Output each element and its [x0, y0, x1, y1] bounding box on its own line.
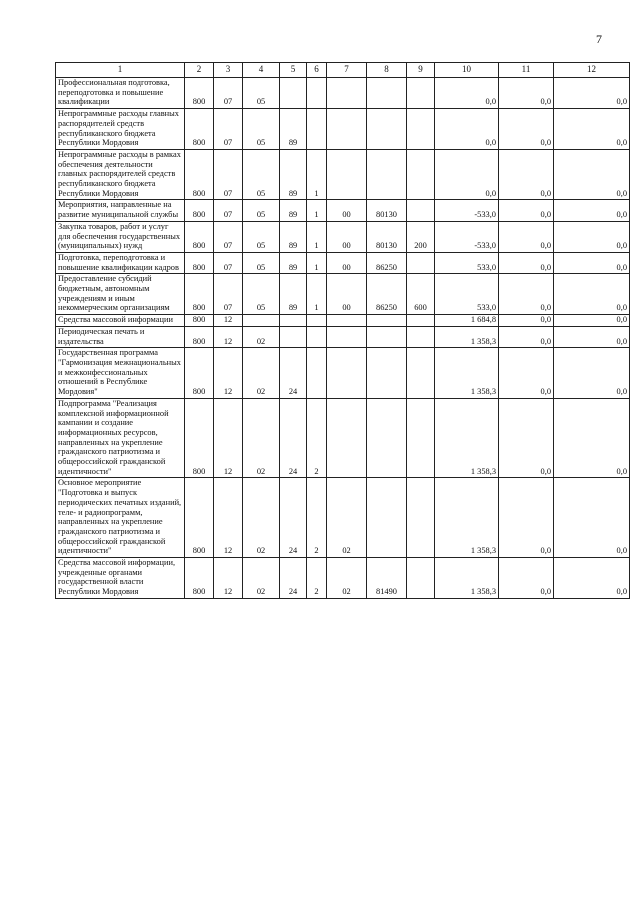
- table-row: [56, 221, 630, 252]
- cell-amount: 1 684,8: [435, 315, 499, 327]
- cell-program: [280, 78, 307, 109]
- cell-amount-federal: 0,0: [499, 478, 554, 558]
- cell-main-event: [327, 109, 367, 150]
- cell-amount: 1 358,3: [435, 326, 499, 347]
- row-name: Закупка товаров, работ и услуг для обеспечения государственных (муниципальных) нужд: [56, 221, 185, 252]
- column-header: 7: [327, 63, 367, 78]
- cell-program: 24: [280, 398, 307, 478]
- row-name: Мероприятия, направленные на развитие муниципальной службы: [56, 200, 185, 221]
- cell-program: 24: [280, 558, 307, 599]
- cell-amount-federal: 0,0: [499, 221, 554, 252]
- cell-subprogram: 1: [307, 200, 327, 221]
- cell-expense-type: 200: [407, 221, 435, 252]
- cell-subprogram: [307, 78, 327, 109]
- cell-program: 24: [280, 348, 307, 399]
- cell-subsection: 05: [243, 78, 280, 109]
- cell-ministry: 800: [185, 252, 214, 273]
- row-name: Непрограммные расходы главных распорядителей средств республиканского бюджета Республики Мордовия: [56, 109, 185, 150]
- cell-subsection: 02: [243, 326, 280, 347]
- cell-subsection: 05: [243, 200, 280, 221]
- cell-amount-federal: 0,0: [499, 315, 554, 327]
- table-row: [56, 348, 630, 399]
- cell-amount-federal: 0,0: [499, 398, 554, 478]
- cell-amount: 533,0: [435, 252, 499, 273]
- cell-ministry: 800: [185, 348, 214, 399]
- cell-subprogram: 2: [307, 398, 327, 478]
- cell-expense-type: [407, 326, 435, 347]
- row-name: Средства массовой информации: [56, 315, 185, 327]
- cell-subprogram: 1: [307, 252, 327, 273]
- row-name: Непрограммные расходы в рамках обеспечения деятельности главных распорядителей средств республиканского бюджета Республики Мордовия: [56, 149, 185, 200]
- cell-amount-other: 0,0: [554, 398, 630, 478]
- cell-amount: -533,0: [435, 200, 499, 221]
- row-name: Подпрограмма "Реализация комплексной информационной кампании и создание информационных ресурсов, направленных на укрепление гражданского патриотизма и общероссийской гражданской идентичности": [56, 398, 185, 478]
- cell-expense-direction: [367, 149, 407, 200]
- table-row: [56, 274, 630, 315]
- cell-program: 89: [280, 252, 307, 273]
- cell-expense-direction: [367, 326, 407, 347]
- cell-section: 12: [214, 326, 243, 347]
- cell-expense-direction: [367, 78, 407, 109]
- cell-expense-type: [407, 478, 435, 558]
- table-row: [56, 252, 630, 273]
- cell-subprogram: 1: [307, 221, 327, 252]
- cell-expense-direction: 80130: [367, 221, 407, 252]
- cell-main-event: 00: [327, 252, 367, 273]
- cell-ministry: 800: [185, 109, 214, 150]
- cell-amount: 533,0: [435, 274, 499, 315]
- cell-subprogram: 2: [307, 558, 327, 599]
- cell-amount-other: 0,0: [554, 315, 630, 327]
- cell-section: 07: [214, 149, 243, 200]
- table-row: [56, 78, 630, 109]
- budget-table: [55, 62, 630, 599]
- cell-section: 12: [214, 398, 243, 478]
- cell-main-event: 00: [327, 274, 367, 315]
- column-header: 12: [554, 63, 630, 78]
- column-header: 4: [243, 63, 280, 78]
- cell-subsection: 02: [243, 558, 280, 599]
- cell-subsection: 05: [243, 109, 280, 150]
- cell-expense-type: [407, 149, 435, 200]
- cell-main-event: [327, 348, 367, 399]
- cell-expense-direction: [367, 109, 407, 150]
- cell-amount: 1 358,3: [435, 558, 499, 599]
- table-row: [56, 478, 630, 558]
- cell-expense-direction: 86250: [367, 252, 407, 273]
- cell-expense-direction: [367, 348, 407, 399]
- cell-ministry: 800: [185, 274, 214, 315]
- cell-section: 12: [214, 315, 243, 327]
- cell-amount: 1 358,3: [435, 398, 499, 478]
- cell-amount-other: 0,0: [554, 109, 630, 150]
- cell-subsection: 02: [243, 398, 280, 478]
- column-header: 10: [435, 63, 499, 78]
- cell-ministry: 800: [185, 315, 214, 327]
- cell-section: 12: [214, 558, 243, 599]
- cell-amount: 0,0: [435, 149, 499, 200]
- cell-section: 12: [214, 348, 243, 399]
- cell-subprogram: 1: [307, 274, 327, 315]
- row-name: Периодическая печать и издательства: [56, 326, 185, 347]
- cell-expense-direction: 80130: [367, 200, 407, 221]
- cell-amount-federal: 0,0: [499, 558, 554, 599]
- cell-program: 24: [280, 478, 307, 558]
- cell-subprogram: [307, 315, 327, 327]
- cell-program: [280, 315, 307, 327]
- row-name: Подготовка, переподготовка и повышение квалификации кадров: [56, 252, 185, 273]
- row-name: Государственная программа "Гармонизация межнациональных и межконфессиональных отношений в Республике Мордовия": [56, 348, 185, 399]
- cell-amount-federal: 0,0: [499, 252, 554, 273]
- cell-main-event: 02: [327, 478, 367, 558]
- cell-ministry: 800: [185, 398, 214, 478]
- table-row: [56, 398, 630, 478]
- column-header: 11: [499, 63, 554, 78]
- cell-amount-other: 0,0: [554, 149, 630, 200]
- cell-subsection: [243, 315, 280, 327]
- cell-expense-type: [407, 200, 435, 221]
- cell-expense-type: [407, 109, 435, 150]
- row-name: Основное мероприятие "Подготовка и выпуск периодических печатных изданий, теле- и радиопрограмм, направленных на укрепление гражданского патриотизма и общероссийской гражданской идентичности": [56, 478, 185, 558]
- cell-amount-other: 0,0: [554, 326, 630, 347]
- cell-amount-other: 0,0: [554, 221, 630, 252]
- cell-expense-type: [407, 315, 435, 327]
- cell-expense-direction: [367, 398, 407, 478]
- table-row: [56, 326, 630, 347]
- cell-expense-direction: 86250: [367, 274, 407, 315]
- cell-amount-federal: 0,0: [499, 109, 554, 150]
- cell-ministry: 800: [185, 149, 214, 200]
- cell-ministry: 800: [185, 558, 214, 599]
- cell-main-event: 00: [327, 200, 367, 221]
- cell-subprogram: 2: [307, 478, 327, 558]
- cell-program: [280, 326, 307, 347]
- cell-ministry: 800: [185, 326, 214, 347]
- cell-ministry: 800: [185, 221, 214, 252]
- cell-section: 07: [214, 200, 243, 221]
- cell-expense-type: [407, 398, 435, 478]
- cell-program: 89: [280, 221, 307, 252]
- cell-expense-type: [407, 78, 435, 109]
- cell-amount-other: 0,0: [554, 252, 630, 273]
- cell-amount-other: 0,0: [554, 348, 630, 399]
- cell-main-event: [327, 315, 367, 327]
- cell-subprogram: [307, 326, 327, 347]
- cell-program: 89: [280, 200, 307, 221]
- cell-subprogram: [307, 109, 327, 150]
- cell-program: 89: [280, 109, 307, 150]
- cell-expense-type: [407, 558, 435, 599]
- table-row: [56, 149, 630, 200]
- cell-main-event: 02: [327, 558, 367, 599]
- cell-amount-other: 0,0: [554, 78, 630, 109]
- cell-amount-other: 0,0: [554, 274, 630, 315]
- cell-amount-other: 0,0: [554, 200, 630, 221]
- cell-section: 07: [214, 221, 243, 252]
- cell-subsection: 05: [243, 252, 280, 273]
- cell-amount: 0,0: [435, 78, 499, 109]
- cell-expense-type: [407, 348, 435, 399]
- column-header: 2: [185, 63, 214, 78]
- cell-section: 12: [214, 478, 243, 558]
- cell-main-event: [327, 149, 367, 200]
- cell-section: 07: [214, 274, 243, 315]
- table-row: [56, 109, 630, 150]
- cell-program: 89: [280, 149, 307, 200]
- cell-amount-federal: 0,0: [499, 274, 554, 315]
- cell-subsection: 05: [243, 149, 280, 200]
- cell-ministry: 800: [185, 200, 214, 221]
- cell-subprogram: [307, 348, 327, 399]
- cell-amount: 1 358,3: [435, 348, 499, 399]
- cell-subsection: 02: [243, 478, 280, 558]
- table-row: [56, 200, 630, 221]
- cell-main-event: [327, 326, 367, 347]
- cell-amount-other: 0,0: [554, 478, 630, 558]
- cell-amount-federal: 0,0: [499, 78, 554, 109]
- cell-subsection: 05: [243, 274, 280, 315]
- page-number: 7: [596, 32, 602, 46]
- table-body: [56, 78, 630, 599]
- cell-main-event: 00: [327, 221, 367, 252]
- row-name: Предоставление субсидий бюджетным, автономным учреждениям и иным некоммерческим организациям: [56, 274, 185, 315]
- cell-section: 07: [214, 78, 243, 109]
- cell-expense-direction: 81490: [367, 558, 407, 599]
- cell-expense-type: 600: [407, 274, 435, 315]
- cell-expense-direction: [367, 315, 407, 327]
- table-row: [56, 558, 630, 599]
- cell-main-event: [327, 398, 367, 478]
- cell-section: 07: [214, 252, 243, 273]
- cell-amount: 1 358,3: [435, 478, 499, 558]
- cell-expense-direction: [367, 478, 407, 558]
- header-row: [56, 63, 630, 78]
- column-header: 6: [307, 63, 327, 78]
- cell-subsection: 05: [243, 221, 280, 252]
- row-name: Средства массовой информации, учрежденные органами государственной власти Республики Мордовия: [56, 558, 185, 599]
- column-header: 8: [367, 63, 407, 78]
- cell-amount-federal: 0,0: [499, 200, 554, 221]
- cell-section: 07: [214, 109, 243, 150]
- cell-amount-federal: 0,0: [499, 326, 554, 347]
- row-name: Профессиональная подготовка, переподготовка и повышение квалификации: [56, 78, 185, 109]
- cell-ministry: 800: [185, 78, 214, 109]
- cell-amount: 0,0: [435, 109, 499, 150]
- column-header: 5: [280, 63, 307, 78]
- cell-amount: -533,0: [435, 221, 499, 252]
- cell-main-event: [327, 78, 367, 109]
- table-row: [56, 315, 630, 327]
- cell-program: 89: [280, 274, 307, 315]
- column-header: 9: [407, 63, 435, 78]
- cell-subsection: 02: [243, 348, 280, 399]
- cell-amount-other: 0,0: [554, 558, 630, 599]
- cell-amount-federal: 0,0: [499, 348, 554, 399]
- cell-amount-federal: 0,0: [499, 149, 554, 200]
- cell-ministry: 800: [185, 478, 214, 558]
- column-header: 1: [56, 63, 185, 78]
- cell-expense-type: [407, 252, 435, 273]
- cell-subprogram: 1: [307, 149, 327, 200]
- column-header: 3: [214, 63, 243, 78]
